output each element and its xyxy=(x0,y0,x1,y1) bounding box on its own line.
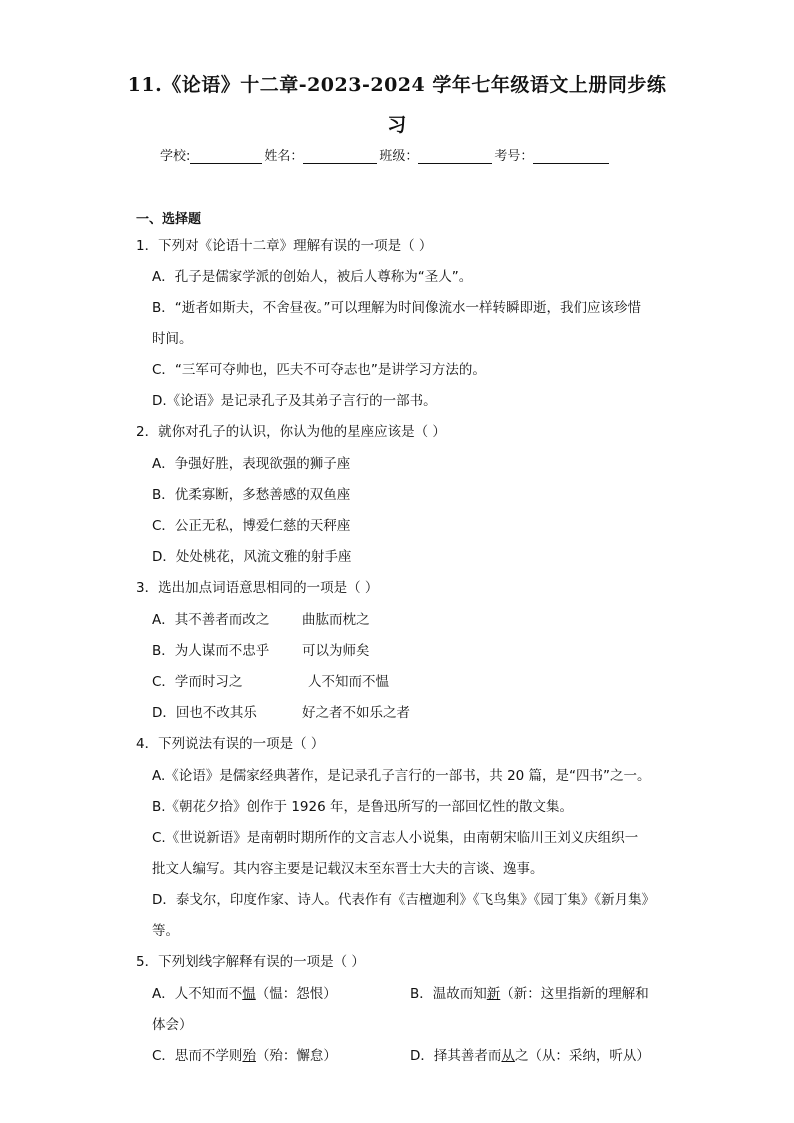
name-field[interactable] xyxy=(303,149,377,164)
question-3-option-a-pair: 曲肱而枕之 xyxy=(302,612,370,628)
question-5-option-c-gloss: （殆：懈怠） xyxy=(255,1048,337,1064)
question-4-option-d-cont: 等。 xyxy=(152,923,179,939)
school-label: 学校: xyxy=(160,149,191,164)
question-1-option-b: B．“逝者如斯夫，不舍昼夜。”可以理解为时间像流水一样转瞬即逝，我们应该珍惜 xyxy=(152,300,641,316)
question-2-option-b: B．优柔寡断，多愁善感的双鱼座 xyxy=(152,487,351,503)
school-field[interactable] xyxy=(190,149,262,164)
question-5-option-b xyxy=(410,982,649,1002)
question-5-option-c xyxy=(152,1044,337,1064)
question-3-stem: 3．选出加点词语意思相同的一项是（ ） xyxy=(136,580,379,596)
question-5-option-d-underlined: 从 xyxy=(501,1048,515,1064)
question-5-option-b-text: B．温故而知 xyxy=(410,986,487,1002)
question-4-option-d: D．泰戈尔，印度作家、诗人。代表作有《吉檀迦利》《飞鸟集》《园丁集》《新月集》 xyxy=(152,892,656,908)
question-5-option-a-underlined: 愠 xyxy=(242,986,256,1002)
question-1-option-a: A．孔子是儒家学派的创始人，被后人尊称为“圣人”。 xyxy=(152,269,473,285)
question-2-option-c: C．公正无私，博爱仁慈的天秤座 xyxy=(152,518,351,534)
exam-number-field[interactable] xyxy=(533,149,609,164)
question-1-option-c: C．“三军可夺帅也，匹夫不可夺志也”是讲学习方法的。 xyxy=(152,362,486,378)
question-4-option-c-cont: 批文人编写。其内容主要是记载汉末至东晋士大夫的言谈、逸事。 xyxy=(152,861,544,877)
question-1-stem: 1．下列对《论语十二章》理解有误的一项是（ ） xyxy=(136,238,433,254)
section-title: 一、选择题 xyxy=(136,212,202,227)
name-label: 姓名： xyxy=(264,149,304,164)
question-3-option-a: A．其不善者而改之 xyxy=(152,612,270,628)
question-4-option-b: B.《朝花夕拾》创作于 1926 年，是鲁迅所写的一部回忆性的散文集。 xyxy=(152,799,573,815)
question-5-option-d-gloss: 之（从：采纳，听从） xyxy=(514,1048,650,1064)
exam-number-label: 考号： xyxy=(494,149,534,164)
page-title-continued: 习 xyxy=(387,114,407,136)
page-title: 11.《论语》十二章-2023-2024 学年七年级语文上册同步练 xyxy=(127,74,667,96)
question-4-option-c: C.《世说新语》是南朝时期所作的文言志人小说集，由南朝宋临川王刘义庆组织一 xyxy=(152,830,639,846)
question-5-option-d-text: D．择其善者而 xyxy=(410,1048,502,1064)
question-4-stem: 4．下列说法有误的一项是（ ） xyxy=(136,736,325,752)
question-2-option-a: A．争强好胜，表现欲强的狮子座 xyxy=(152,456,351,472)
question-5-option-b-cont: 体会） xyxy=(152,1017,193,1033)
question-5-option-b-gloss: （新：这里指新的理解和 xyxy=(500,986,649,1002)
question-5-option-c-underlined: 殆 xyxy=(242,1048,256,1064)
question-3-option-d-pair: 好之者不如乐之者 xyxy=(302,705,410,721)
question-5-option-c-text: C．思而不学则 xyxy=(152,1048,243,1064)
question-3-option-b: B．为人谋而不忠乎 xyxy=(152,643,270,659)
question-1-option-d: D.《论语》是记录孔子及其弟子言行的一部书。 xyxy=(152,393,437,409)
question-5-stem: 5．下列划线字解释有误的一项是（ ） xyxy=(136,954,365,970)
student-info-row xyxy=(160,145,611,164)
question-2-option-d: D．处处桃花，风流文雅的射手座 xyxy=(152,549,352,565)
question-3-option-d: D．回也不改其乐 xyxy=(152,705,257,721)
question-5-option-a-text: A．人不知而不 xyxy=(152,986,243,1002)
question-2-stem: 2．就你对孔子的认识，你认为他的星座应该是（ ） xyxy=(136,424,446,440)
question-5-option-a xyxy=(152,982,337,1002)
question-5-option-b-underlined: 新 xyxy=(486,986,501,1002)
question-3-option-b-pair: 可以为师矣 xyxy=(302,643,370,659)
question-5-option-d xyxy=(410,1044,650,1064)
question-4-option-a: A.《论语》是儒家经典著作，是记录孔子言行的一部书，共 20 篇，是“四书”之一。 xyxy=(152,768,651,784)
class-field[interactable] xyxy=(418,149,492,164)
question-3-option-c: C．学而时习之 xyxy=(152,674,243,690)
question-1-option-b-cont: 时间。 xyxy=(152,331,193,347)
class-label: 班级： xyxy=(379,149,419,164)
question-5-option-a-gloss: （愠：怨恨） xyxy=(255,986,337,1002)
question-3-option-c-pair: 人不知而不愠 xyxy=(308,674,389,690)
